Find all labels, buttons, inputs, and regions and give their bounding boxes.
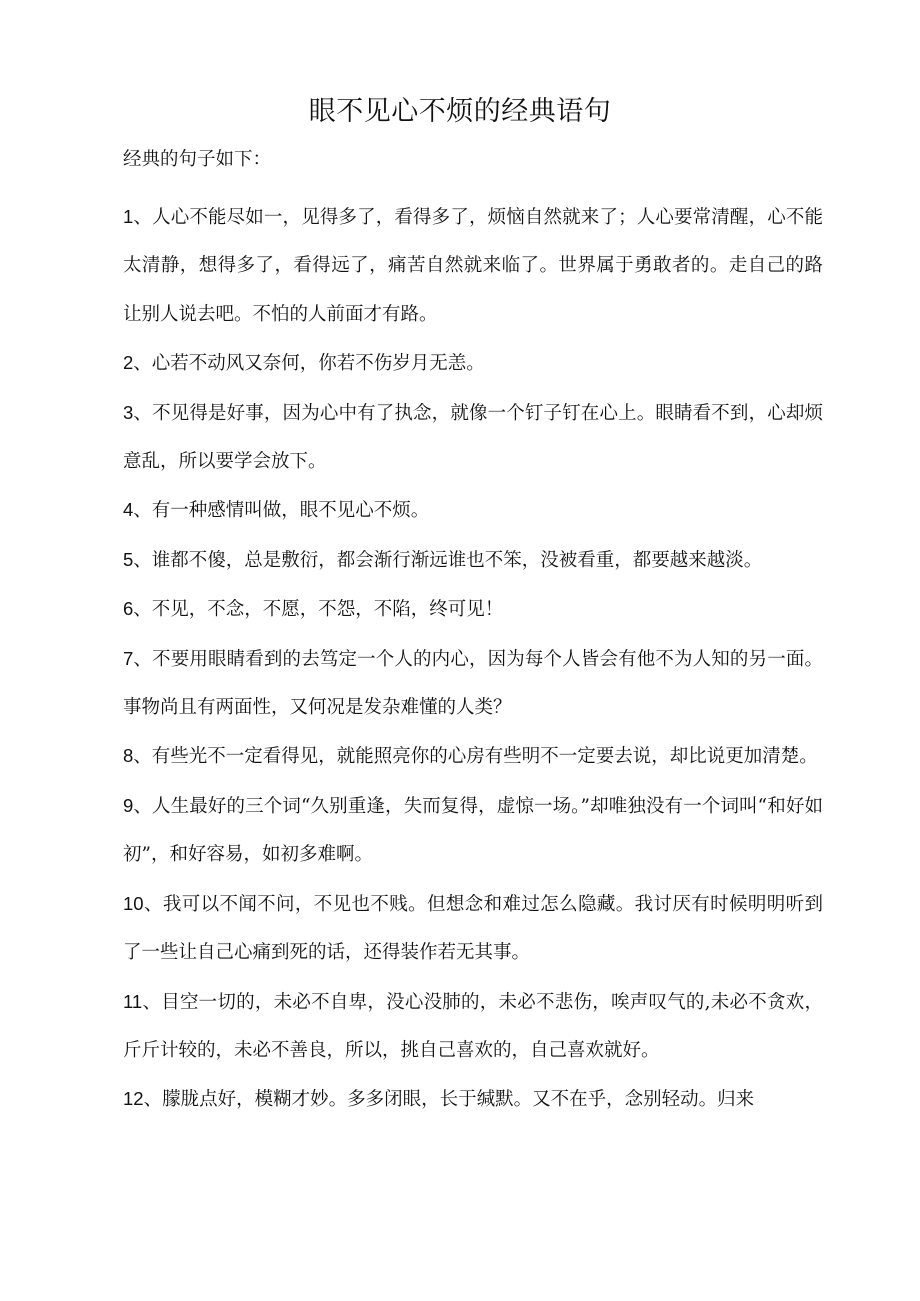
item-text: 、不要用眼睛看到的去笃定一个人的内心，因为每个人皆会有他不为人知的另一面。事物尚且有两面性，又何况是发杂难懂的人类？ bbox=[123, 648, 823, 719]
document-body bbox=[123, 145, 823, 1125]
document-title: 眼不见心不烦的经典语句 bbox=[308, 96, 612, 127]
item-number: 8 bbox=[123, 745, 134, 767]
item-text: 、目空一切的，未必不自卑，没心没肺的，未必不悲伤，唉声叹气的,未必不贪欢，斤斤计较的，未必不善良，所以，挑自己喜欢的，自己喜欢就好。 bbox=[123, 991, 823, 1061]
list-item bbox=[123, 193, 823, 339]
list-item bbox=[123, 1075, 823, 1124]
item-text: 、人心不能尽如一，见得多了，看得多了，烦恼自然就来了；人心要常清醒，心不能太清静，想得多了，看得远了，痛苦自然就来临了。世界属于勇敢者的。走自己的路让别人说去吧。不怕的人前面才有路。 bbox=[123, 207, 823, 325]
item-text: 、心若不动风又奈何，你若不伤岁月无恙。 bbox=[133, 353, 485, 375]
item-number: 11 bbox=[123, 990, 143, 1012]
item-number: 5 bbox=[123, 548, 134, 570]
intro-line: 经典的句子如下： bbox=[123, 149, 272, 170]
list-item bbox=[123, 782, 823, 880]
list-item bbox=[123, 486, 823, 535]
item-number: 7 bbox=[123, 647, 134, 669]
item-number: 1 bbox=[123, 206, 134, 227]
list-item bbox=[123, 635, 823, 733]
item-number: 12 bbox=[123, 1088, 144, 1110]
list-item bbox=[123, 536, 823, 585]
list-item bbox=[123, 732, 823, 781]
item-number: 4 bbox=[123, 499, 134, 521]
item-text: 、谁都不傻，总是敷衍，都会渐行渐远谁也不笨，没被看重，都要越来越淡。 bbox=[133, 549, 763, 571]
list-item bbox=[123, 389, 823, 487]
item-number: 3 bbox=[123, 401, 134, 423]
item-number: 6 bbox=[123, 598, 134, 620]
item-number: 9 bbox=[123, 794, 134, 816]
item-text: 、有些光不一定看得见，就能照亮你的心房有些明不一定要去说，却比说更加清楚。 bbox=[133, 746, 818, 768]
item-number: 2 bbox=[123, 352, 134, 374]
item-text: 、不见，不念，不愿，不怨，不陷，终可见！ bbox=[133, 599, 504, 621]
list-item bbox=[123, 585, 823, 634]
item-text: 、有一种感情叫做，眼不见心不烦。 bbox=[133, 500, 430, 522]
list-item bbox=[123, 978, 823, 1076]
item-text: 、朦胧点好，模糊才妙。多多闭眼，长于缄默。又不在乎，念别轻动。归来 bbox=[143, 1089, 755, 1111]
item-text: 、人生最好的三个词“久别重逢，失而复得，虚惊一场。”却唯独没有一个词叫“和好如初”，和好容易，如初多难啊。 bbox=[123, 795, 823, 866]
item-text: 、我可以不闻不问，不见也不贱。但想念和难过怎么隐藏。我讨厌有时候明明听到了一些让自己心痛到死的话，还得装作若无其事。 bbox=[123, 893, 823, 964]
item-text: 、不见得是好事，因为心中有了执念，就像一个钉子钉在心上。眼睛看不到，心却烦意乱，所以要学会放下。 bbox=[123, 402, 823, 473]
list-item bbox=[123, 339, 823, 388]
list-item bbox=[123, 880, 823, 978]
item-number: 10 bbox=[123, 892, 144, 914]
